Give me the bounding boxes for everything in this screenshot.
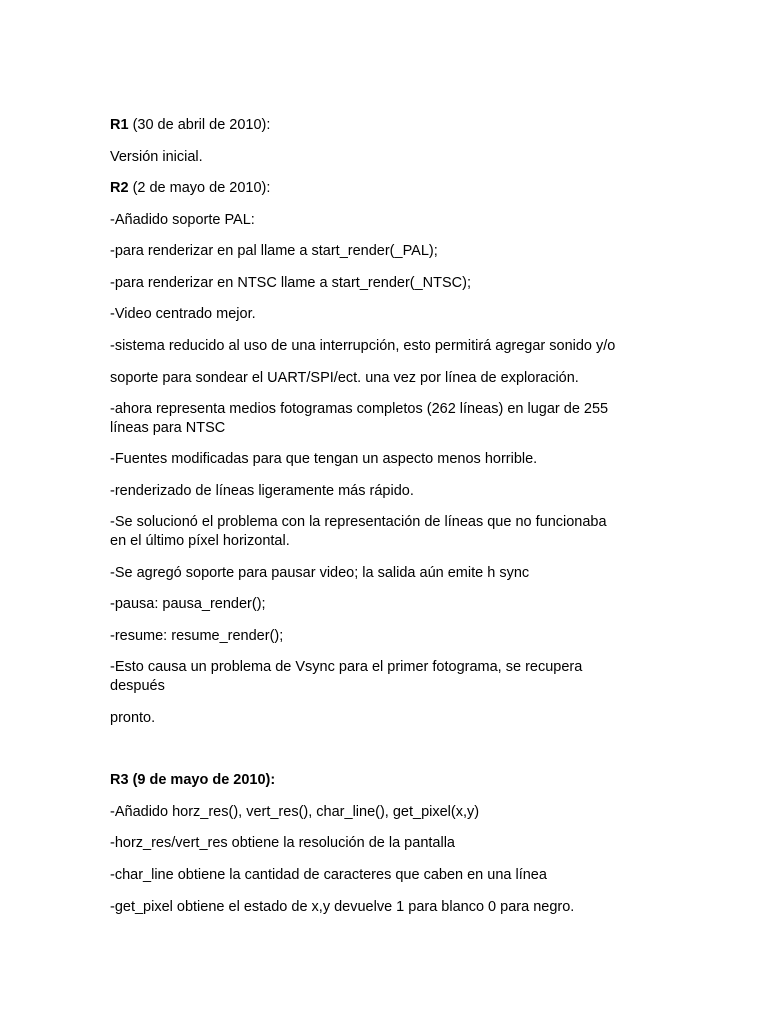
r2-line: -Añadido soporte PAL: <box>110 212 255 228</box>
r2-line: soporte para sondear el UART/SPI/ect. una vez por línea de exploración. <box>110 370 579 386</box>
r2-line: -Fuentes modificadas para que tengan un aspecto menos horrible. <box>110 451 538 467</box>
r2-line: -Video centrado mejor. <box>110 306 256 322</box>
r2-line: -Se solucionó el problema con la representación de líneas que no funcionaba <box>110 514 607 530</box>
r2-line: -pausa: pausa_render(); <box>110 596 266 612</box>
r2-line: -Se agregó soporte para pausar video; la salida aún emite h sync <box>110 565 530 581</box>
r2-line: -sistema reducido al uso de una interrupción, esto permitirá agregar sonido y/o <box>110 338 616 354</box>
r2-line: -Esto causa un problema de Vsync para el primer fotograma, se recupera <box>110 659 583 675</box>
r2-date: (2 de mayo de 2010): <box>128 180 271 196</box>
r2-line: -ahora representa medios fotogramas completos (262 líneas) en lugar de 255 <box>110 401 609 417</box>
r2-line: -renderizado de líneas ligeramente más rápido. <box>110 483 414 499</box>
r3-line: -horz_res/vert_res obtiene la resolución de la pantalla <box>110 835 455 851</box>
r3-line: -get_pixel obtiene el estado de x,y devuelve 1 para blanco 0 para negro. <box>110 899 575 915</box>
r2-line: -para renderizar en NTSC llame a start_render(_NTSC); <box>110 275 472 291</box>
r1-line: Versión inicial. <box>110 149 203 165</box>
r2-line: pronto. <box>110 710 156 726</box>
r3-line: -Añadido horz_res(), vert_res(), char_line(), get_pixel(x,y) <box>110 804 480 820</box>
r1-heading <box>110 116 670 135</box>
r2-heading <box>110 179 670 198</box>
r3-heading: R3 (9 de mayo de 2010): <box>110 772 276 788</box>
r2-line: en el último píxel horizontal. <box>110 533 290 549</box>
r2-line: líneas para NTSC <box>110 420 226 436</box>
r3-line: -char_line obtiene la cantidad de caracteres que caben en una línea <box>110 867 547 883</box>
r1-label: R1 <box>110 117 129 133</box>
r2-line: -para renderizar en pal llame a start_render(_PAL); <box>110 243 438 259</box>
r2-label: R2 <box>110 180 129 196</box>
r2-line: -resume: resume_render(); <box>110 628 284 644</box>
r1-date: (30 de abril de 2010): <box>128 117 271 133</box>
r2-line: después <box>110 678 165 694</box>
